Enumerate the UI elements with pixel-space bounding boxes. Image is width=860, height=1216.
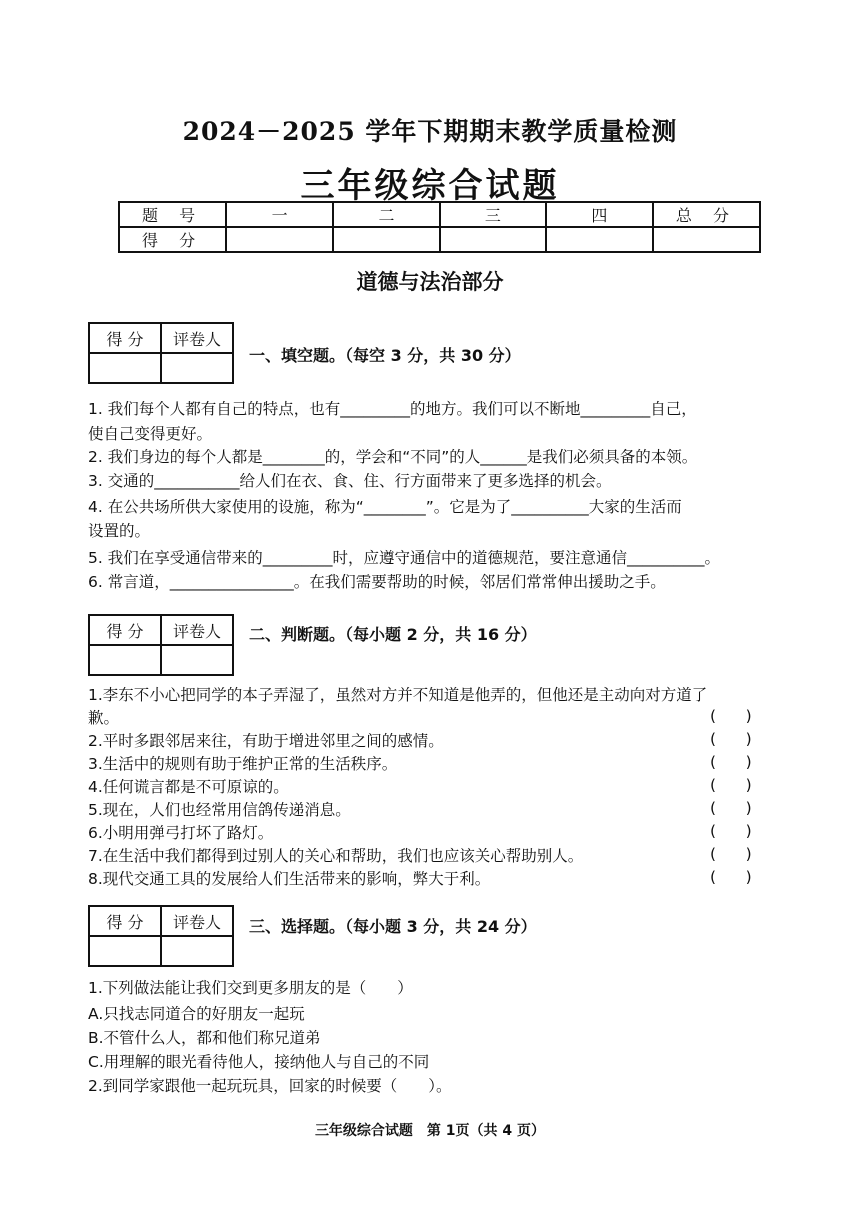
score-cell-total: 总 分: [653, 202, 760, 227]
grader-score-blank[interactable]: [89, 645, 161, 675]
part2-question-line: 4.任何谎言都是不可原谅的。: [88, 778, 289, 796]
part1-title: 一、填空题。（每空 3 分，共 30 分）: [249, 346, 521, 365]
score-cell-3: 三: [440, 202, 546, 227]
part1-question-line: 5. 我们在享受通信带来的_________时，应遵守通信中的道德规范，要注意通信__________。: [88, 549, 720, 567]
score-blank[interactable]: [653, 227, 760, 252]
part2-title: 二、判断题。（每小题 2 分，共 16 分）: [249, 625, 537, 644]
score-table-score-row: [119, 227, 760, 252]
score-cell-1: 一: [226, 202, 333, 227]
score-row-label: 得 分: [119, 227, 226, 252]
score-table-header-row: [119, 202, 760, 227]
score-blank[interactable]: [333, 227, 440, 252]
score-cell-2: 二: [333, 202, 440, 227]
answer-parentheses[interactable]: ( ): [710, 753, 752, 771]
answer-parentheses[interactable]: ( ): [710, 707, 752, 725]
part3-option-line: C.用理解的眼光看待他人，接纳他人与自己的不同: [88, 1053, 430, 1071]
part2-question-line: 6.小明用弹弓打坏了路灯。: [88, 824, 274, 842]
page-footer: 三年级综合试题 第 1页（共 4 页）: [314, 1123, 546, 1139]
grader-score-blank[interactable]: [89, 936, 161, 966]
score-cell-label: 题 号: [119, 202, 226, 227]
part3-title: 三、选择题。（每小题 3 分，共 24 分）: [249, 917, 537, 936]
exam-header-title: 2024－2025 学年下期期末教学质量检测: [182, 117, 678, 146]
section-title: 道德与法治部分: [356, 270, 504, 294]
part3-option-line: B.不管什么人，都和他们称兄道弟: [88, 1029, 321, 1047]
score-blank[interactable]: [226, 227, 333, 252]
grader-score-blank[interactable]: [89, 353, 161, 383]
answer-parentheses[interactable]: ( ): [710, 845, 752, 863]
answer-parentheses[interactable]: ( ): [710, 868, 752, 886]
grader-name-blank[interactable]: [161, 936, 233, 966]
score-blank[interactable]: [440, 227, 546, 252]
part2-question-line: 7.在生活中我们都得到过别人的关心和帮助，我们也应该关心帮助别人。: [88, 847, 584, 865]
score-cell-4: 四: [546, 202, 653, 227]
grader-score-label: 得 分: [89, 615, 161, 645]
answer-parentheses[interactable]: ( ): [710, 776, 752, 794]
part2-question-line: 1.李东不小心把同学的本子弄湿了，虽然对方并不知道是他弄的，但他还是主动向对方道了: [88, 686, 708, 704]
grader-name-label: 评卷人: [161, 906, 233, 936]
part1-question-line: 6. 常言道，________________。在我们需要帮助的时候，邻居们常常伸出援助之手。: [88, 573, 666, 591]
answer-parentheses[interactable]: ( ): [710, 730, 752, 748]
part3-question-line: 2.到同学家跟他一起玩玩具，回家的时候要（ ）。: [88, 1077, 452, 1095]
part2-question-line: 2.平时多跟邻居来往，有助于增进邻里之间的感情。: [88, 732, 444, 750]
part1-question-line: 3. 交通的___________给人们在衣、食、住、行方面带来了更多选择的机会。: [88, 472, 612, 490]
part1-question-line: 1. 我们每个人都有自己的特点，也有_________的地方。我们可以不断地_________自己，: [88, 400, 697, 418]
part1-question-line: 使自己变得更好。: [88, 425, 213, 443]
part2-question-line: 5.现在，人们也经常用信鸽传递消息。: [88, 801, 351, 819]
score-blank[interactable]: [546, 227, 653, 252]
part2-question-line: 8.现代交通工具的发展给人们生活带来的影响，弊大于利。: [88, 870, 491, 888]
part1-question-line: 设置的。: [88, 522, 151, 540]
grader-box-part2: [88, 614, 234, 676]
grader-score-label: 得 分: [89, 906, 161, 936]
answer-parentheses[interactable]: ( ): [710, 799, 752, 817]
grader-name-blank[interactable]: [161, 645, 233, 675]
grader-box-part3: [88, 905, 234, 967]
grader-box-part1: [88, 322, 234, 384]
part2-question-line: 歉。: [88, 709, 120, 727]
grader-name-label: 评卷人: [161, 323, 233, 353]
part1-question-line: 4. 在公共场所供大家使用的设施，称为“________”。它是为了__________大家的生活而: [88, 498, 682, 516]
score-table: [118, 201, 761, 253]
grader-score-label: 得 分: [89, 323, 161, 353]
part1-question-line: 2. 我们身边的每个人都是________的，学会和“不同”的人______是我们必须具备的本领。: [88, 448, 698, 466]
grader-name-label: 评卷人: [161, 615, 233, 645]
part3-question-line: 1.下列做法能让我们交到更多朋友的是（ ）: [88, 979, 413, 997]
grader-name-blank[interactable]: [161, 353, 233, 383]
answer-parentheses[interactable]: ( ): [710, 822, 752, 840]
exam-main-title: 三年级综合试题: [300, 166, 560, 206]
part2-question-line: 3.生活中的规则有助于维护正常的生活秩序。: [88, 755, 398, 773]
part3-option-line: A.只找志同道合的好朋友一起玩: [88, 1005, 305, 1023]
